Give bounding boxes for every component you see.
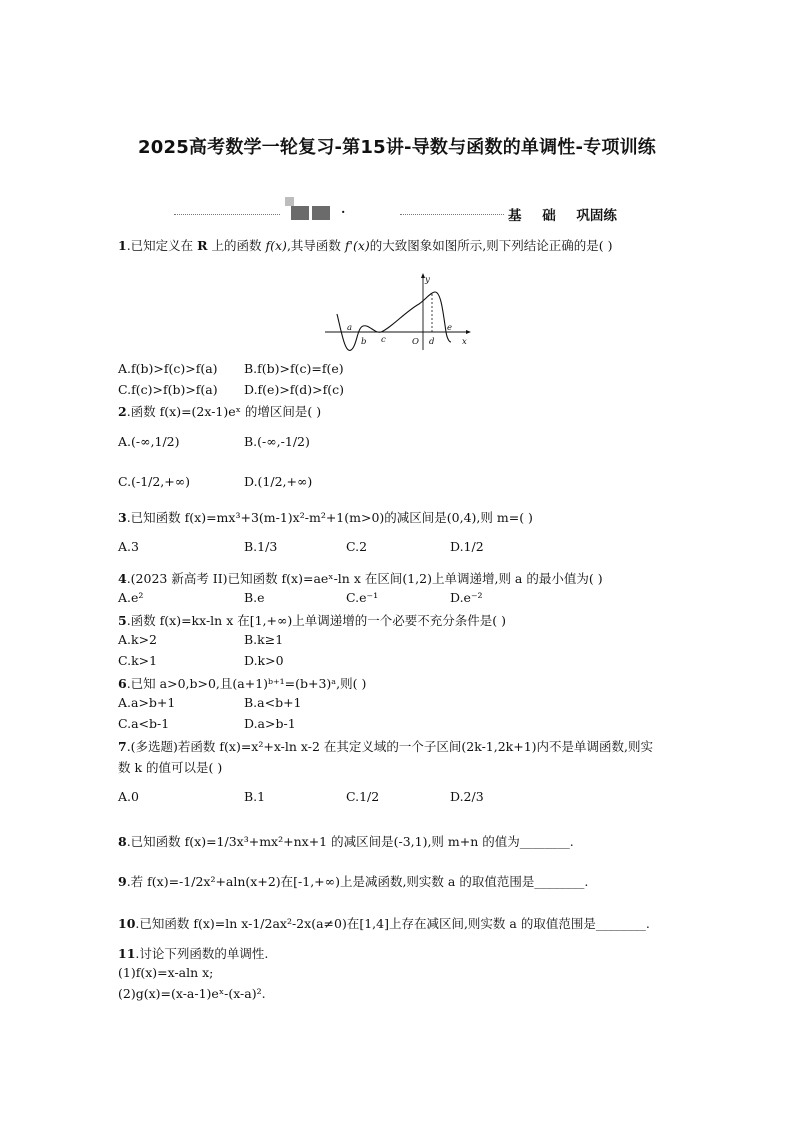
option-c: C.f(c)>f(b)>f(a) [118,382,218,397]
question-7-continued: 数 k 的值可以是( ) [118,760,223,775]
option-c: C.k>1 [118,653,158,668]
option-b: B.a<b+1 [244,695,302,710]
dotted-rule-left [174,214,280,215]
question-number: 2 [118,404,127,419]
label-b: b [361,337,367,347]
option-d: D.1/2 [450,539,484,554]
question-number: 5 [118,613,127,628]
option-b: B.e [244,590,265,605]
question-text: .函数 f(x)=kx-ln x 在[1,+∞)上单调递增的一个必要不充分条件是( ) [126,613,507,628]
label-c: c [381,335,386,345]
label-x: x [462,337,467,347]
option-text: B.(-∞,-1/2) [244,434,310,449]
option-b: B.1/3 [244,539,278,554]
label-e: e [447,323,453,333]
decorative-square-light [285,197,294,206]
question-number: 7 [118,739,127,754]
question-number: 1 [118,238,127,253]
option-a: A.a>b+1 [118,695,176,710]
option-a: A.0 [118,789,139,804]
set-symbol: R [197,238,208,253]
question-11 [118,944,268,962]
question-text: .已知函数 f(x)=1/3x³+mx²+nx+1 的减区间是(-3,1),则 m+n 的值为________. [126,834,574,849]
derivative-graph [325,272,475,352]
question-number: 4 [118,571,127,586]
question-4 [118,569,603,587]
option-c: C.a<b-1 [118,716,170,731]
option-c [118,474,190,489]
x-axis-arrow [466,330,471,334]
decorative-block-2 [312,206,330,220]
section-dot: · [341,204,346,219]
option-c: C.e⁻¹ [346,590,379,605]
option-d: D.f(e)>f(d)>f(c) [244,382,345,397]
option-a [118,434,179,449]
question-number: 9 [118,874,127,889]
question-text: .(多选题)若函数 f(x)=x²+x-ln x-2 在其定义域的一个子区间(2k-1,2k+1)内不是单调函数,则实 [126,739,654,754]
option-a: A.3 [118,539,139,554]
question-6 [118,674,366,692]
option-a: A.f(b)>f(c)>f(a) [118,361,218,376]
question-3 [118,508,533,526]
option-d [244,474,312,489]
label-d: d [429,337,435,347]
question-2 [118,402,321,420]
question-text: ,其导函数 [286,238,345,253]
option-a: A.k>2 [118,632,158,647]
option-b: B.k≥1 [244,632,284,647]
option-d: D.k>0 [244,653,284,668]
question-1 [118,236,612,254]
question-11-part-2: (2)g(x)=(x-a-1)eˣ-(x-a)². [118,986,266,1001]
question-text: .已知函数 f(x)=ln x-1/2ax²-2x(a≠0)在[1,4]上存在减区间,则实数 a 的取值范围是________. [135,916,650,931]
question-text: .函数 f(x)=(2x-1)eˣ 的增区间是( ) [126,404,322,419]
section-title: 基 础 巩固练 [508,208,617,224]
option-a: A.e² [118,590,144,605]
dotted-rule-right [400,214,504,215]
question-text: 的大致图象如图所示,则下列结论正确的是( ) [369,238,613,253]
document-title: 2025高考数学一轮复习-第15讲-导数与函数的单调性-专项训练 [138,137,656,158]
question-7 [118,737,653,755]
option-text: A.(-∞,1/2) [118,434,180,449]
option-c: C.2 [346,539,368,554]
question-8 [118,832,574,850]
option-d: D.e⁻² [450,590,483,605]
section-header [174,204,634,226]
question-10 [118,914,650,932]
question-number: 3 [118,510,127,525]
question-text: .已知 a>0,b>0,且(a+1)ᵇ⁺¹=(b+3)ᵃ,则( ) [126,676,367,691]
math-expression: f'(x) [344,238,370,253]
option-b [244,434,310,449]
option-b: B.f(b)>f(c)=f(e) [244,361,344,376]
label-a: a [347,323,353,333]
math-expression: f(x) [265,238,287,253]
option-text: D.(1/2,+∞) [244,474,313,489]
question-11-part-1: (1)f(x)=x-aln x; [118,965,214,980]
question-text: .(2023 新高考 II)已知函数 f(x)=aeˣ-ln x 在区间(1,2)上单调递增,则 a 的最小值为( ) [126,571,603,586]
question-text: .若 f(x)=-1/2x²+aln(x+2)在[-1,+∞)上是减函数,则实数 a 的取值范围是________. [126,874,589,889]
option-c: C.1/2 [346,789,380,804]
option-d: D.2/3 [450,789,484,804]
question-text: .已知函数 f(x)=mx³+3(m-1)x²-m²+1(m>0)的减区间是(0,4),则 m=( ) [126,510,533,525]
question-text: .已知定义在 [126,238,198,253]
question-text: 上的函数 [207,238,266,253]
question-number: 8 [118,834,127,849]
question-text: .讨论下列函数的单调性. [135,946,269,961]
question-number: 6 [118,676,127,691]
option-b: B.1 [244,789,266,804]
question-5 [118,611,506,629]
question-number: 11 [118,946,136,961]
decorative-block-1 [291,206,309,220]
option-d: D.a>b-1 [244,716,296,731]
question-9 [118,872,588,890]
label-O: O [412,337,419,347]
question-number: 10 [118,916,136,931]
option-text: C.(-1/2,+∞) [118,474,191,489]
label-y: y [425,275,430,285]
